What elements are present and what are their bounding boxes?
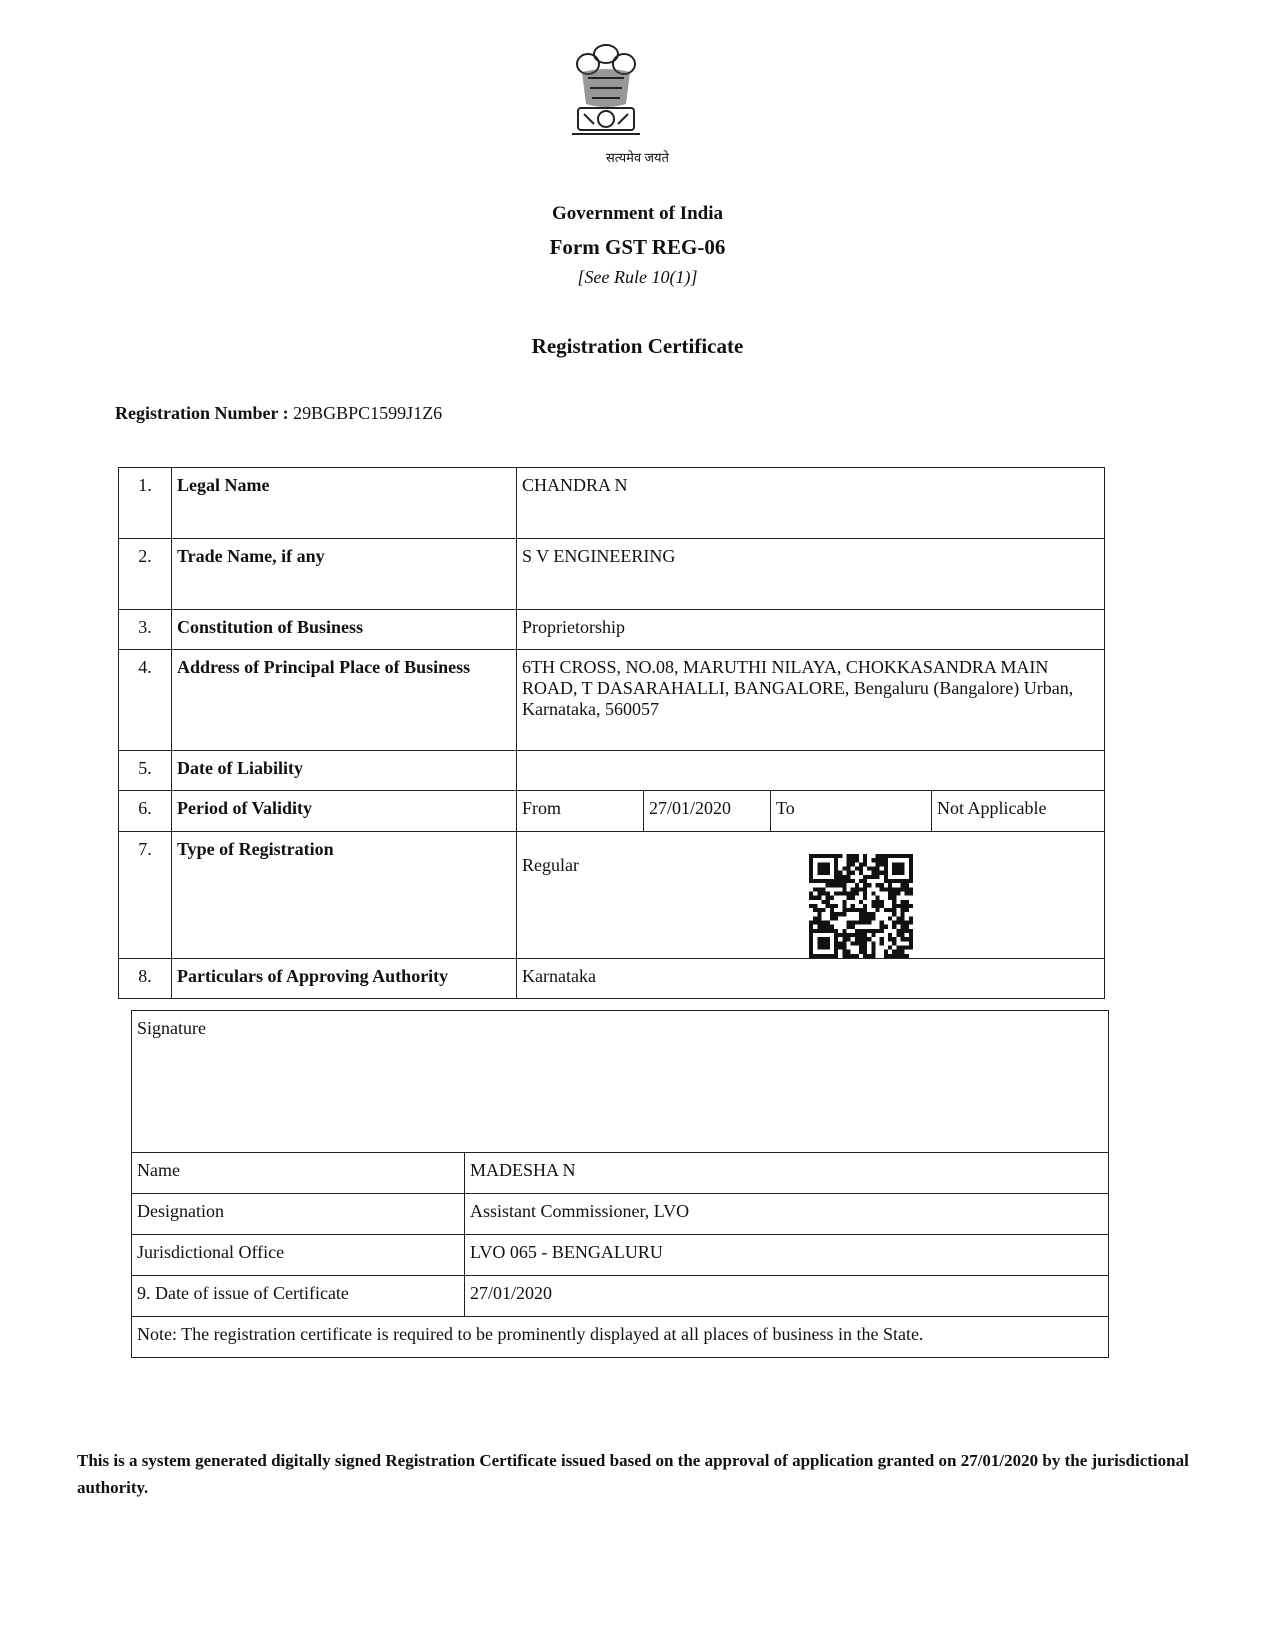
table-row [119,791,1105,832]
row-label: Constitution of Business [172,610,517,650]
table-row [119,610,1105,650]
row-number: 1. [119,468,172,539]
issue-date-label: 9. Date of issue of Certificate [132,1276,465,1317]
emblem-motto: सत्यमेव जयते [606,150,669,165]
table-row [132,1235,1109,1276]
table-row [132,1011,1109,1153]
registration-type: Regular [522,855,579,875]
government-heading: Government of India [552,203,723,224]
table-row [132,1194,1109,1235]
table-row [119,832,1105,959]
validity-from-label: From [517,791,644,832]
validity-to-label: To [771,791,932,832]
row-number: 2. [119,539,172,610]
row-number: 3. [119,610,172,650]
row-label: Period of Validity [172,791,517,832]
national-emblem-icon [568,38,644,146]
row-number: 4. [119,650,172,751]
table-row [119,650,1105,751]
designation-label: Designation [132,1194,465,1235]
row-value: 6TH CROSS, NO.08, MARUTHI NILAYA, CHOKKASANDRA MAIN ROAD, T DASARAHALLI, BANGALORE, Bengaluru (Bangalore) Urban, Karnataka, 560057 [517,650,1105,751]
row-value: Proprietorship [517,610,1105,650]
signature-cell: Signature [132,1011,1109,1153]
authority-table [131,1010,1109,1358]
table-row [132,1153,1109,1194]
name-label: Name [132,1153,465,1194]
particulars-table [118,467,1105,999]
qr-code-icon [809,854,913,958]
note-text: Note: The registration certificate is required to be prominently displayed at all places of business in the State. [132,1317,1109,1358]
certificate-title: Registration Certificate [531,334,744,358]
registration-number-line [115,403,442,424]
row-value: Karnataka [517,959,1105,999]
registration-number-value: 29BGBPC1599J1Z6 [293,403,443,423]
row-value-cell [517,832,1105,959]
row-number: 6. [119,791,172,832]
rule-reference: [See Rule 10(1)] [577,267,698,287]
row-label: Particulars of Approving Authority [172,959,517,999]
validity-from-value: 27/01/2020 [644,791,771,832]
table-row [119,539,1105,610]
registration-number-label: Registration Number : [115,403,289,423]
row-label: Legal Name [172,468,517,539]
form-heading: Form GST REG-06 [549,235,726,259]
office-label: Jurisdictional Office [132,1235,465,1276]
row-value [517,751,1105,791]
row-label: Type of Registration [172,832,517,959]
validity-to-value: Not Applicable [932,791,1105,832]
table-row [132,1317,1109,1358]
row-label: Trade Name, if any [172,539,517,610]
row-value: S V ENGINEERING [517,539,1105,610]
name-value: MADESHA N [465,1153,1109,1194]
row-label: Date of Liability [172,751,517,791]
office-value: LVO 065 - BENGALURU [465,1235,1109,1276]
table-row [119,468,1105,539]
issue-date-value: 27/01/2020 [465,1276,1109,1317]
designation-value: Assistant Commissioner, LVO [465,1194,1109,1235]
row-value: CHANDRA N [517,468,1105,539]
row-number: 7. [119,832,172,959]
row-label: Address of Principal Place of Business [172,650,517,751]
table-row [119,959,1105,999]
footer-statement: This is a system generated digitally signed Registration Certificate issued based on the approval of application granted on 27/01/2020 by the jurisdictional authority. [77,1451,1189,1497]
row-number: 5. [119,751,172,791]
table-row [132,1276,1109,1317]
table-row [119,751,1105,791]
row-number: 8. [119,959,172,999]
